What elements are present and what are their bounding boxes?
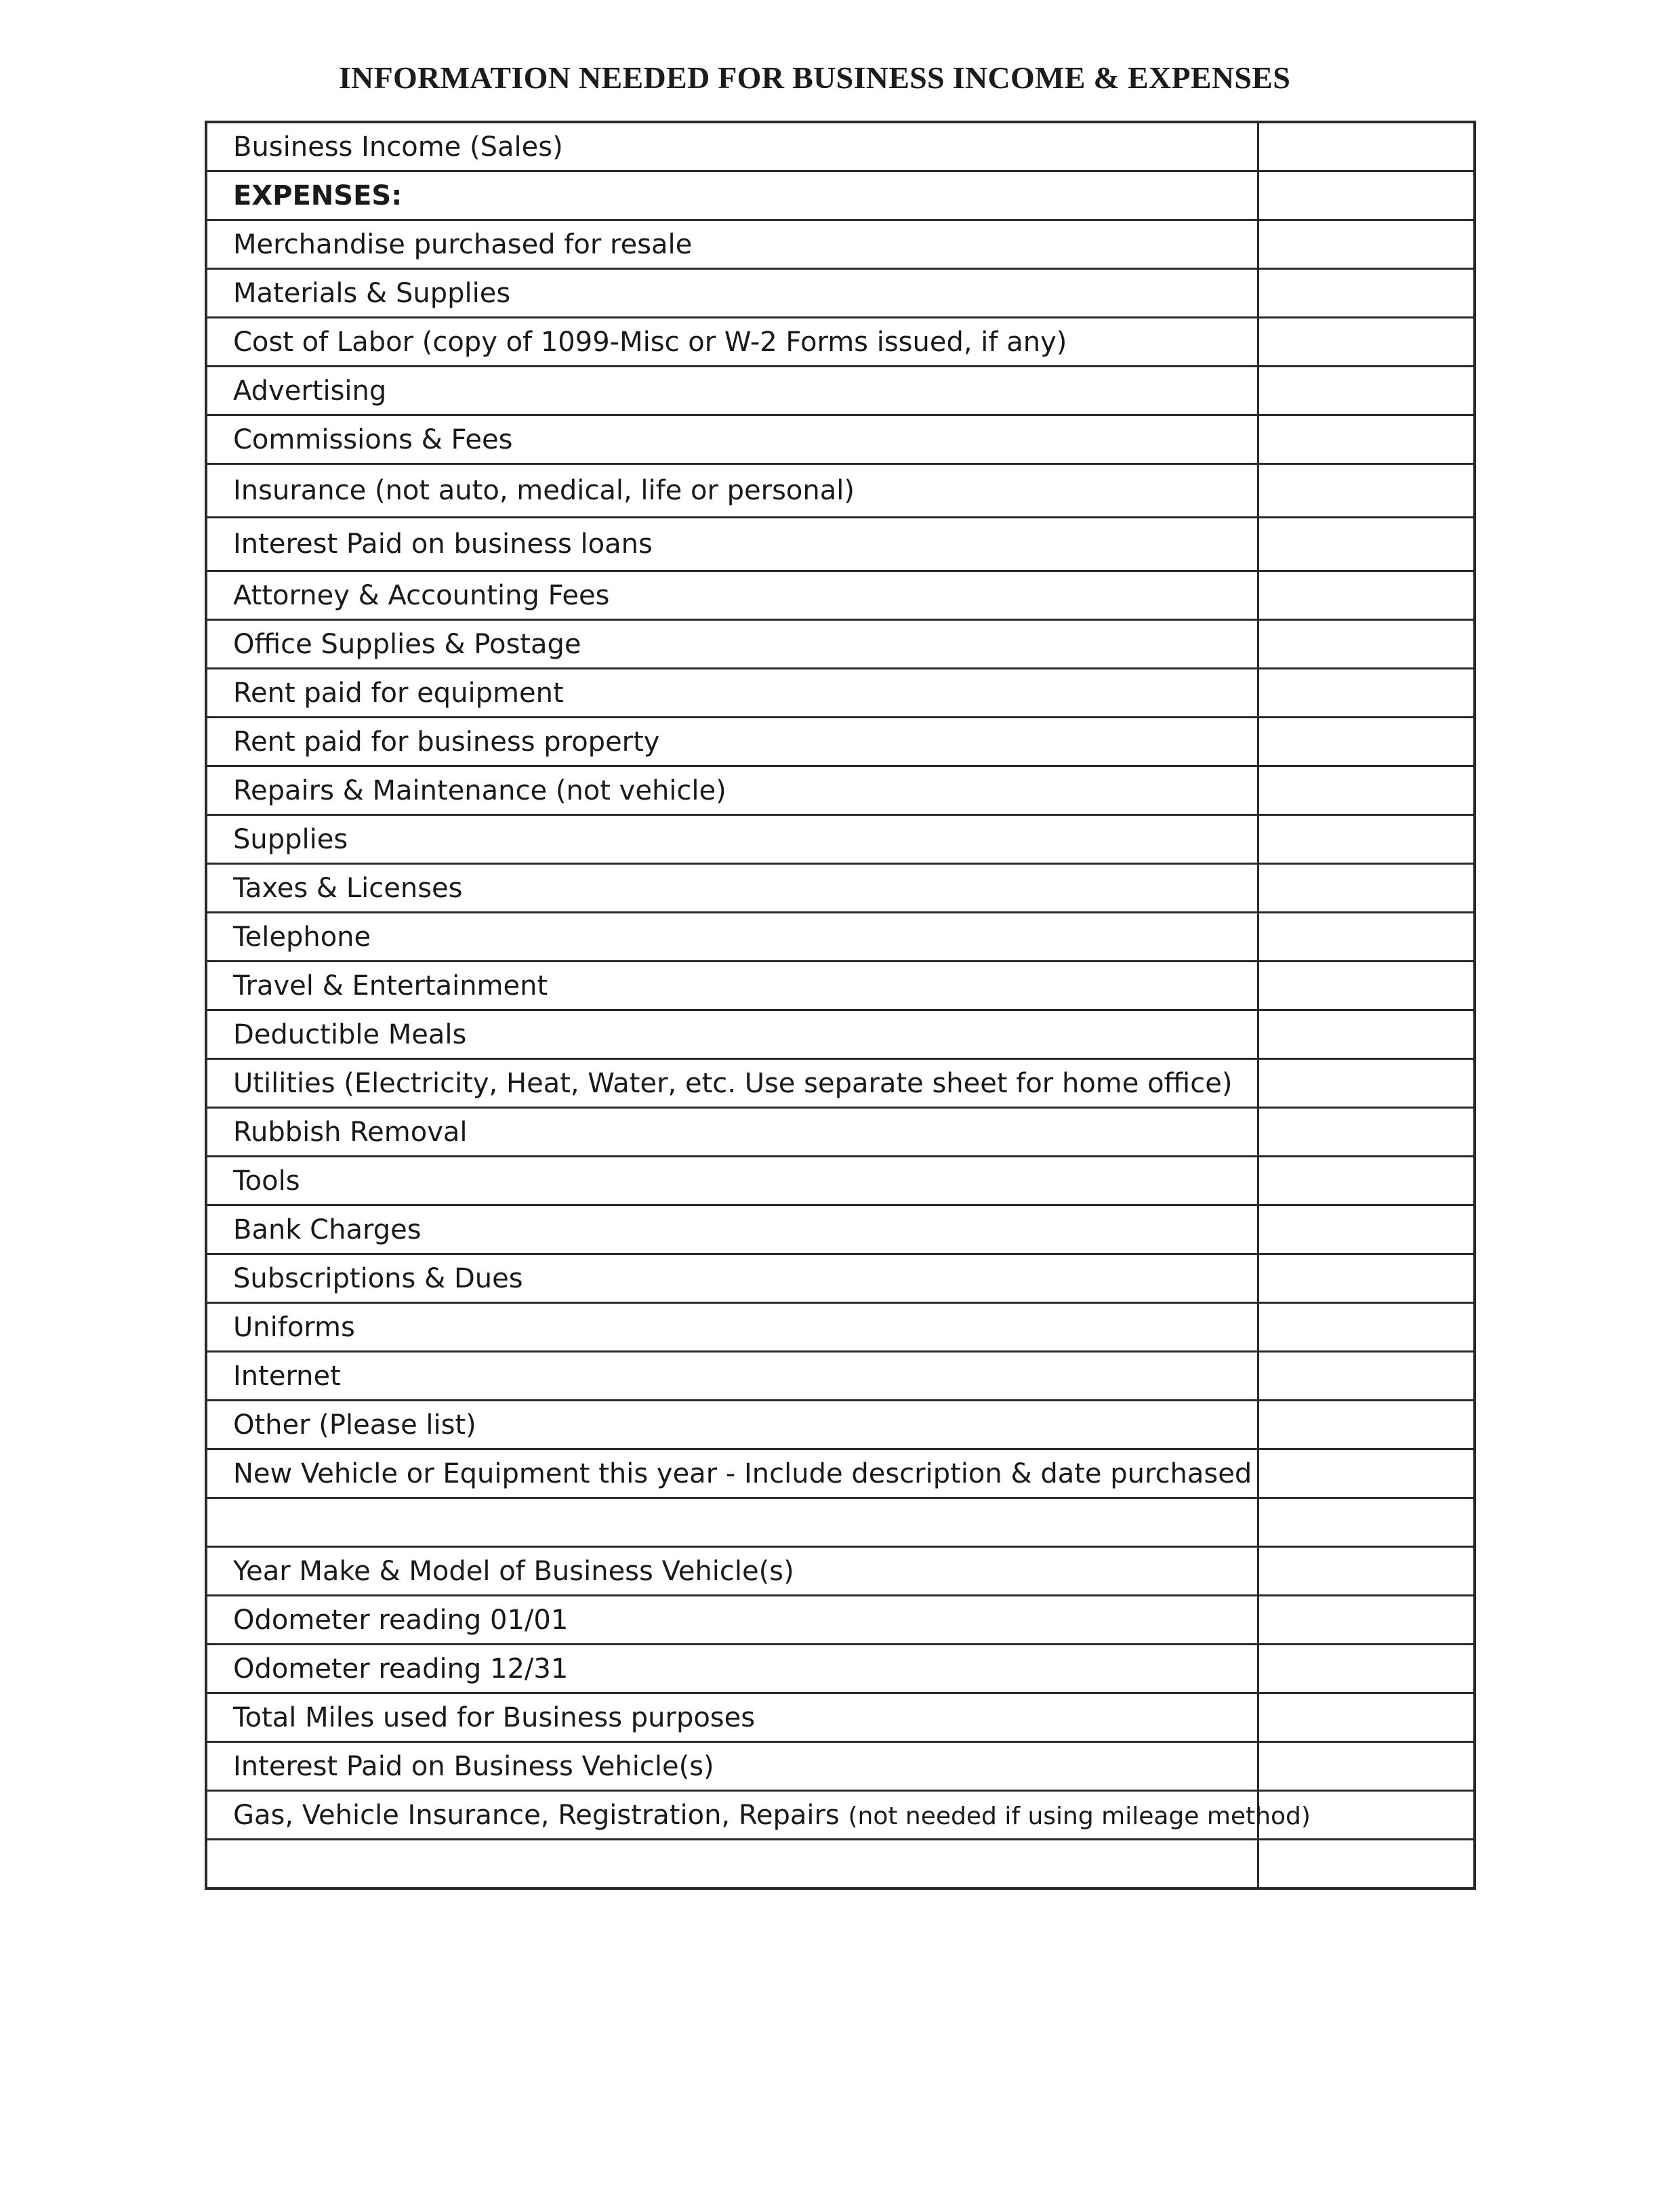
row-label-text: Cost of Labor (copy of 1099-Misc or W-2 Forms issued, if any): [233, 326, 1067, 358]
row-label: [206, 1059, 1258, 1108]
row-label-text: Gas, Vehicle Insurance, Registration, Repairs: [233, 1799, 840, 1831]
row-label: [206, 1401, 1258, 1449]
row-label-text: Materials & Supplies: [233, 277, 511, 309]
row-label: [206, 171, 1258, 220]
amount-entry-cell[interactable]: [1258, 367, 1475, 415]
amount-entry-cell[interactable]: [1258, 1254, 1475, 1303]
amount-entry-cell[interactable]: [1258, 815, 1475, 864]
row-label-text: Attorney & Accounting Fees: [233, 579, 610, 611]
row-note: (not needed if using mileage method): [848, 1802, 1311, 1830]
row-label-text: Rubbish Removal: [233, 1116, 468, 1148]
amount-entry-cell[interactable]: [1258, 518, 1475, 571]
row-label: [206, 1254, 1258, 1303]
amount-entry-cell[interactable]: [1258, 1352, 1475, 1401]
row-label-text: Repairs & Maintenance (not vehicle): [233, 775, 726, 806]
amount-entry-cell[interactable]: [1258, 1498, 1475, 1547]
amount-entry-cell[interactable]: [1258, 669, 1475, 718]
row-label-text: Odometer reading 12/31: [233, 1653, 569, 1685]
amount-entry-cell[interactable]: [1258, 620, 1475, 669]
amount-entry-cell[interactable]: [1258, 962, 1475, 1010]
row-label-text: Telephone: [233, 921, 371, 953]
row-label: [206, 1303, 1258, 1352]
row-label-text: New Vehicle or Equipment this year - Include description & date purchased: [233, 1458, 1252, 1489]
row-label: [206, 1791, 1311, 1840]
table-row: [206, 718, 1475, 766]
row-label: [206, 464, 1258, 518]
table-row: [206, 1840, 1475, 1889]
row-label-text: Business Income (Sales): [233, 131, 563, 163]
amount-entry-cell[interactable]: [1258, 1059, 1475, 1108]
table-row: [206, 171, 1475, 220]
table-row: [206, 962, 1475, 1010]
row-label: [206, 766, 1258, 815]
table-row: [206, 1205, 1475, 1254]
row-label-text: Supplies: [233, 823, 348, 855]
table-row: [206, 1449, 1475, 1498]
row-label-text: Subscriptions & Dues: [233, 1262, 523, 1294]
row-label-text: Year Make & Model of Business Vehicle(s): [233, 1555, 794, 1587]
table-row: [206, 571, 1475, 620]
row-label: [206, 1840, 1258, 1889]
table-row: [206, 415, 1475, 464]
table-row: [206, 1693, 1475, 1742]
form-title: INFORMATION NEEDED FOR BUSINESS INCOME & EXPENSES: [338, 60, 1291, 95]
amount-entry-cell[interactable]: [1258, 464, 1475, 518]
amount-entry-cell[interactable]: [1258, 1303, 1475, 1352]
table-row: [206, 1254, 1475, 1303]
row-label-text: Other (Please list): [233, 1409, 476, 1441]
row-label-text: Travel & Entertainment: [233, 970, 548, 1002]
table-row: [206, 1791, 1475, 1840]
table-row: [206, 1596, 1475, 1645]
amount-entry-cell[interactable]: [1258, 318, 1475, 367]
row-label: [206, 415, 1258, 464]
row-label: [206, 220, 1258, 269]
amount-entry-cell[interactable]: [1258, 269, 1475, 318]
row-label: [206, 318, 1258, 367]
table-row: [206, 913, 1475, 962]
row-label: [206, 1205, 1258, 1254]
amount-entry-cell[interactable]: [1258, 220, 1475, 269]
table-row: [206, 620, 1475, 669]
row-label-text: Bank Charges: [233, 1214, 422, 1245]
row-label: [206, 269, 1258, 318]
row-label-text: Interest Paid on business loans: [233, 529, 653, 560]
row-label: [206, 1645, 1258, 1693]
row-label: [206, 122, 1258, 171]
row-label-text: Insurance (not auto, medical, life or personal): [233, 475, 855, 506]
table-row: [206, 864, 1475, 913]
row-label-text: Rent paid for equipment: [233, 677, 564, 709]
row-label-text: Odometer reading 01/01: [233, 1604, 569, 1636]
row-label-text: Total Miles used for Business purposes: [233, 1701, 756, 1733]
amount-entry-cell[interactable]: [1258, 122, 1475, 171]
row-label-text: Commissions & Fees: [233, 424, 513, 455]
row-label-text: EXPENSES:: [233, 180, 403, 211]
table-row: [206, 318, 1475, 367]
table-row: [206, 815, 1475, 864]
table-row: [206, 1157, 1475, 1205]
table-row: [206, 1010, 1475, 1059]
amount-entry-cell[interactable]: [1258, 913, 1475, 962]
amount-entry-cell[interactable]: [1258, 1401, 1475, 1449]
row-label: [206, 1596, 1258, 1645]
amount-entry-cell[interactable]: [1258, 571, 1475, 620]
row-label: [206, 864, 1258, 913]
row-label-text: Deductible Meals: [233, 1018, 467, 1050]
income-expense-table: [205, 121, 1476, 1890]
amount-entry-cell[interactable]: [1258, 1645, 1475, 1693]
row-label: [206, 518, 1258, 571]
table-row: [206, 1498, 1475, 1547]
table-row: [206, 518, 1475, 571]
amount-entry-cell[interactable]: [1258, 1449, 1475, 1498]
row-label: [206, 913, 1258, 962]
row-label: [206, 1010, 1258, 1059]
amount-entry-cell[interactable]: [1258, 1205, 1475, 1254]
table-row: [206, 464, 1475, 518]
row-label: [206, 1108, 1258, 1157]
table-row: [206, 766, 1475, 815]
table-row: [206, 1352, 1475, 1401]
table-row: [206, 1108, 1475, 1157]
table-row: [206, 122, 1475, 171]
row-label-text: Uniforms: [233, 1311, 355, 1343]
table-row: [206, 1742, 1475, 1791]
amount-entry-cell[interactable]: [1258, 864, 1475, 913]
row-label: [206, 962, 1258, 1010]
row-label: [206, 1742, 1258, 1791]
amount-entry-cell[interactable]: [1258, 171, 1475, 220]
row-label: [206, 1547, 1258, 1596]
row-label-text: Advertising: [233, 375, 387, 407]
row-label-text: Utilities (Electricity, Heat, Water, etc. Use separate sheet for home office): [233, 1067, 1233, 1099]
amount-entry-cell[interactable]: [1258, 1547, 1475, 1596]
table-row: [206, 367, 1475, 415]
amount-entry-cell[interactable]: [1258, 1742, 1475, 1791]
amount-entry-cell[interactable]: [1258, 766, 1475, 815]
table-row: [206, 269, 1475, 318]
row-label-text: Internet: [233, 1360, 341, 1392]
amount-entry-cell[interactable]: [1258, 1596, 1475, 1645]
row-label: [206, 1693, 1258, 1742]
table-row: [206, 1059, 1475, 1108]
row-label-text: Rent paid for business property: [233, 726, 660, 758]
table-row: [206, 1547, 1475, 1596]
amount-entry-cell[interactable]: [1258, 1108, 1475, 1157]
amount-entry-cell[interactable]: [1258, 415, 1475, 464]
row-label: [206, 718, 1258, 766]
table-row: [206, 1645, 1475, 1693]
row-label-text: Office Supplies & Postage: [233, 628, 581, 660]
table-row: [206, 669, 1475, 718]
table-row: [206, 220, 1475, 269]
row-label: [206, 1157, 1258, 1205]
amount-entry-cell[interactable]: [1258, 718, 1475, 766]
row-label-text: Interest Paid on Business Vehicle(s): [233, 1750, 714, 1782]
row-label-text: Taxes & Licenses: [233, 872, 463, 904]
row-label-text: Tools: [233, 1165, 300, 1197]
row-label: [206, 571, 1258, 620]
row-label-text: Merchandise purchased for resale: [233, 228, 693, 260]
row-label: [206, 620, 1258, 669]
table-row: [206, 1303, 1475, 1352]
row-label: [206, 815, 1258, 864]
amount-entry-cell[interactable]: [1258, 1840, 1475, 1889]
row-label: [206, 669, 1258, 718]
amount-entry-cell[interactable]: [1258, 1010, 1475, 1059]
amount-entry-cell[interactable]: [1258, 1157, 1475, 1205]
row-label: [206, 1352, 1258, 1401]
row-label: [206, 1498, 1258, 1547]
table-row: [206, 1401, 1475, 1449]
amount-entry-cell[interactable]: [1258, 1693, 1475, 1742]
row-label: [206, 367, 1258, 415]
row-label: [206, 1449, 1258, 1498]
